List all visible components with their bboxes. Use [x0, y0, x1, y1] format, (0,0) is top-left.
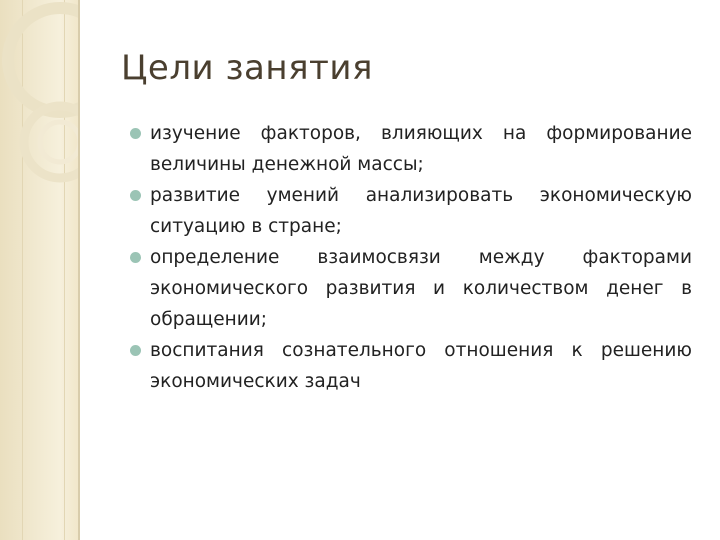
decorative-circles [0, 0, 78, 540]
bullet-item [130, 242, 692, 335]
bullet-dot-icon [130, 190, 141, 201]
bullet-dot-icon [130, 128, 141, 139]
bullet-dot-icon [130, 345, 141, 356]
slide-title: Цели занятия [121, 48, 373, 88]
bullet-item [130, 180, 692, 242]
bullet-item [130, 118, 692, 180]
decorative-circle [8, 8, 78, 112]
bullet-list [130, 118, 692, 397]
bullet-item [130, 335, 692, 397]
bullet-text: воспитания сознательного отношения к решению экономических задач [150, 340, 692, 392]
decorative-circle [40, 122, 78, 162]
bullet-dot-icon [130, 252, 141, 263]
bullet-text: определение взаимосвязи между факторами экономического развития и количеством денег в обращении; [150, 247, 692, 330]
bullet-text: развитие умений анализировать экономическую ситуацию в стране; [150, 185, 692, 237]
decorative-side-band [0, 0, 80, 540]
bullet-text: изучение факторов, влияющих на формирование величины денежной массы; [150, 123, 692, 175]
